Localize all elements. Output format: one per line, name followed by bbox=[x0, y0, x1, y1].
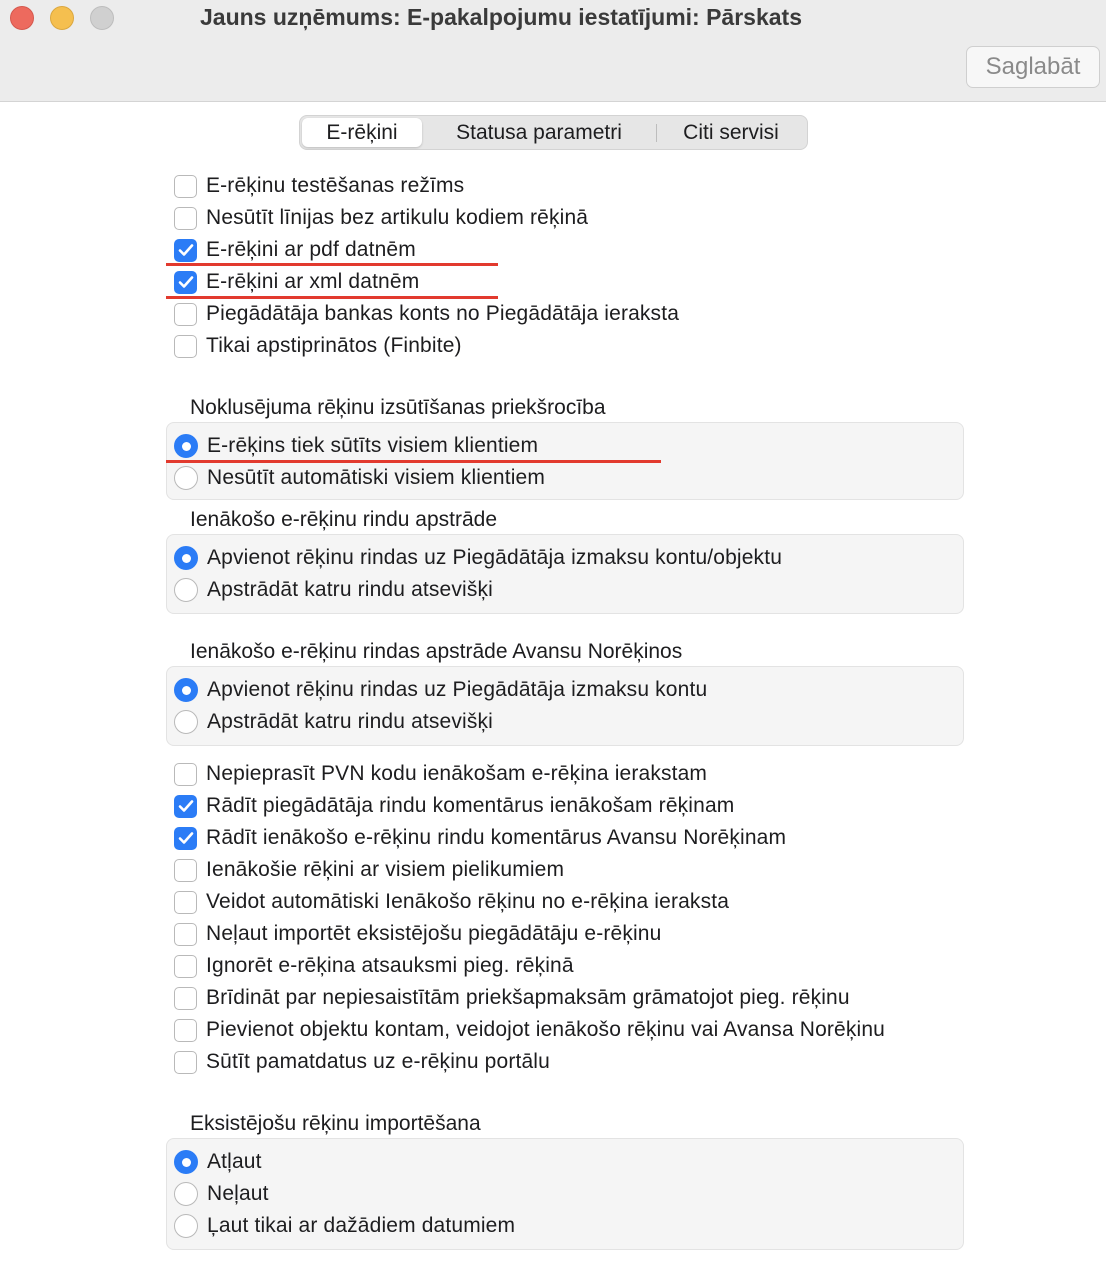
checkbox-unchecked[interactable] bbox=[174, 955, 197, 978]
option-label: Ienākošie rēķini ar visiem pielikumiem bbox=[206, 858, 565, 881]
group-title-default-sending: Noklusējuma rēķinu izsūtīšanas priekšrocība bbox=[190, 396, 606, 419]
option-label: Rādīt piegādātāja rindu komentārus ienākošam rēķinam bbox=[206, 794, 735, 817]
checkbox-unchecked[interactable] bbox=[174, 923, 197, 946]
option-all-attachments[interactable] bbox=[174, 856, 564, 884]
tab-status-parameters[interactable]: Statusa parametri bbox=[456, 121, 622, 144]
option-label: Pievienot objektu kontam, veidojot ienākošo rēķinu vai Avansa Norēķinu bbox=[206, 1018, 886, 1041]
option-label: Ļaut tikai ar dažādiem datumiem bbox=[207, 1214, 516, 1237]
option-label: E-rēķins tiek sūtīts visiem klientiem bbox=[207, 434, 539, 457]
minimize-window-button[interactable] bbox=[50, 6, 74, 30]
option-label: Apvienot rēķinu rindas uz Piegādātāja izmaksu kontu bbox=[207, 678, 708, 701]
checkbox-checked[interactable] bbox=[174, 271, 197, 294]
zoom-window-button[interactable] bbox=[90, 6, 114, 30]
option-auto-create-incoming-invoice[interactable] bbox=[174, 888, 729, 916]
checkbox-unchecked[interactable] bbox=[174, 1051, 197, 1074]
group-title-advance-settlements: Ienākošo e-rēķinu rindas apstrāde Avansu Norēķinos bbox=[190, 640, 683, 663]
annotation-underline bbox=[166, 263, 498, 266]
checkmark-icon bbox=[178, 831, 194, 845]
option-block-existing-import[interactable] bbox=[174, 920, 661, 948]
option-label: E-rēķini ar xml datnēm bbox=[206, 270, 420, 293]
option-label: Apstrādāt katru rindu atsevišķi bbox=[207, 710, 493, 733]
radio-selected[interactable] bbox=[174, 1150, 198, 1174]
option-label: Sūtīt pamatdatus uz e-rēķinu portālu bbox=[206, 1050, 550, 1073]
annotation-underline bbox=[166, 460, 661, 463]
radio-merge-rows-account[interactable] bbox=[174, 676, 707, 704]
radio-deny[interactable] bbox=[174, 1180, 269, 1208]
radio-allow-different-dates[interactable] bbox=[174, 1212, 515, 1240]
option-send-master-data[interactable] bbox=[174, 1048, 550, 1076]
checkbox-unchecked[interactable] bbox=[174, 175, 197, 198]
checkbox-unchecked[interactable] bbox=[174, 763, 197, 786]
option-label: Nesūtīt automātiski visiem klientiem bbox=[207, 466, 546, 489]
title-bar bbox=[0, 0, 1106, 102]
checkmark-icon bbox=[178, 275, 194, 289]
checkbox-unchecked[interactable] bbox=[174, 1019, 197, 1042]
radio-unselected[interactable] bbox=[174, 1214, 198, 1238]
option-xml-files[interactable] bbox=[174, 268, 419, 296]
option-label: Atļaut bbox=[207, 1150, 262, 1173]
radio-selected[interactable] bbox=[174, 434, 198, 458]
option-show-advance-row-comments[interactable] bbox=[174, 824, 786, 852]
checkbox-unchecked[interactable] bbox=[174, 891, 197, 914]
checkbox-unchecked[interactable] bbox=[174, 987, 197, 1010]
checkbox-unchecked[interactable] bbox=[174, 859, 197, 882]
option-ignore-reference[interactable] bbox=[174, 952, 574, 980]
save-button[interactable]: Saglabāt bbox=[966, 46, 1100, 88]
tab-bar bbox=[299, 115, 808, 150]
checkbox-unchecked[interactable] bbox=[174, 303, 197, 326]
checkbox-checked[interactable] bbox=[174, 239, 197, 262]
option-label: Veidot automātiski Ienākošo rēķinu no e-rēķina ieraksta bbox=[206, 890, 730, 913]
option-label: Piegādātāja bankas konts no Piegādātāja ieraksta bbox=[206, 302, 680, 325]
option-label: Tikai apstiprinātos (Finbite) bbox=[206, 334, 462, 357]
checkbox-unchecked[interactable] bbox=[174, 207, 197, 230]
option-label: Neļaut importēt eksistējošu piegādātāju e-rēķinu bbox=[206, 922, 662, 945]
annotation-underline bbox=[166, 296, 498, 299]
radio-process-each-row-advance[interactable] bbox=[174, 708, 493, 736]
option-warn-unlinked-prepayments[interactable] bbox=[174, 984, 850, 1012]
checkbox-unchecked[interactable] bbox=[174, 335, 197, 358]
radio-allow[interactable] bbox=[174, 1148, 262, 1176]
option-label: Neļaut bbox=[207, 1182, 269, 1205]
checkbox-checked[interactable] bbox=[174, 827, 197, 850]
option-label: Apvienot rēķinu rindas uz Piegādātāja izmaksu kontu/objektu bbox=[207, 546, 783, 569]
close-window-button[interactable] bbox=[10, 6, 34, 30]
option-only-approved[interactable] bbox=[174, 332, 462, 360]
option-show-supplier-row-comments[interactable] bbox=[174, 792, 734, 820]
checkbox-checked[interactable] bbox=[174, 795, 197, 818]
group-title-incoming-rows: Ienākošo e-rēķinu rindu apstrāde bbox=[190, 508, 498, 531]
option-label: Nesūtīt līnijas bez artikulu kodiem rēķinā bbox=[206, 206, 589, 229]
radio-selected[interactable] bbox=[174, 546, 198, 570]
option-label: Apstrādāt katru rindu atsevišķi bbox=[207, 578, 493, 601]
tab-other-services[interactable]: Citi servisi bbox=[683, 121, 779, 144]
option-supplier-bank-account[interactable] bbox=[174, 300, 679, 328]
radio-selected[interactable] bbox=[174, 678, 198, 702]
checkmark-icon bbox=[178, 243, 194, 257]
option-label: Brīdināt par nepiesaistītām priekšapmaksām grāmatojot pieg. rēķinu bbox=[206, 986, 850, 1009]
radio-merge-rows-account-object[interactable] bbox=[174, 544, 782, 572]
option-label: Rādīt ienākošo e-rēķinu rindu komentārus Avansu Norēķinam bbox=[206, 826, 787, 849]
radio-unselected[interactable] bbox=[174, 1182, 198, 1206]
option-label: E-rēķinu testēšanas režīms bbox=[206, 174, 465, 197]
option-label: Ignorēt e-rēķina atsauksmi pieg. rēķinā bbox=[206, 954, 574, 977]
option-label: Nepieprasīt PVN kodu ienākošam e-rēķina ierakstam bbox=[206, 762, 708, 785]
radio-unselected[interactable] bbox=[174, 578, 198, 602]
option-no-vat-code[interactable] bbox=[174, 760, 707, 788]
group-title-existing-import: Eksistējošu rēķinu importēšana bbox=[190, 1112, 481, 1135]
radio-unselected[interactable] bbox=[174, 710, 198, 734]
option-label: E-rēķini ar pdf datnēm bbox=[206, 238, 416, 261]
tab-e-invoices[interactable]: E-rēķini bbox=[302, 118, 422, 147]
checkmark-icon bbox=[178, 799, 194, 813]
option-test-mode[interactable] bbox=[174, 172, 464, 200]
option-skip-lines-without-codes[interactable] bbox=[174, 204, 588, 232]
option-pdf-files[interactable] bbox=[174, 236, 416, 264]
option-add-object-to-account[interactable] bbox=[174, 1016, 885, 1044]
window-title: Jauns uzņēmums: E-pakalpojumu iestatījumi: Pārskats bbox=[200, 4, 802, 30]
radio-unselected[interactable] bbox=[174, 466, 198, 490]
radio-process-each-row[interactable] bbox=[174, 576, 493, 604]
radio-send-to-all[interactable] bbox=[174, 432, 538, 460]
radio-do-not-send-automatically[interactable] bbox=[174, 464, 545, 492]
